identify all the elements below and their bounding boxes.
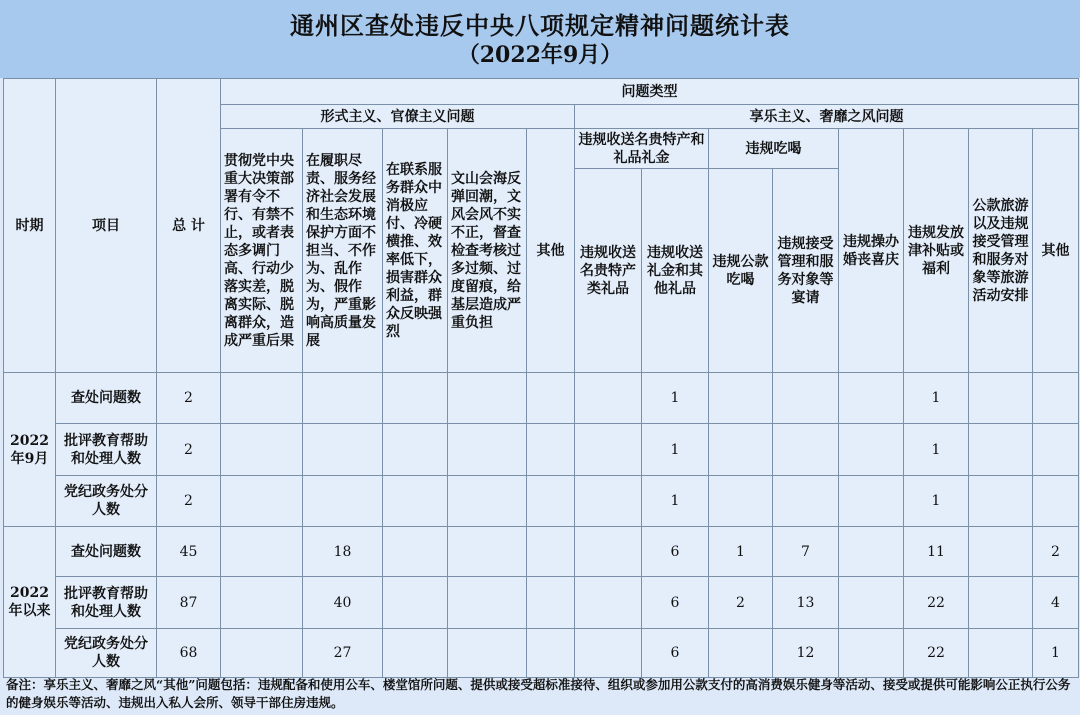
cell	[527, 527, 575, 577]
cell: 6	[642, 629, 709, 678]
row-item: 查处问题数	[56, 373, 157, 424]
cell	[709, 476, 773, 527]
row-total: 2	[157, 373, 221, 424]
period-label: 2022年9月	[4, 373, 56, 527]
cell: 11	[904, 527, 969, 577]
header-g1-col3: 在联系服务群众中消极应付、冷硬横推、效率低下，损害群众利益，群众反映强烈	[383, 129, 448, 373]
header-g1-col4: 文山会海反弹回潮，文风会风不实不正，督查检查考核过多过频、过度留痕，给基层造成严重负担	[448, 129, 527, 373]
cell	[448, 476, 527, 527]
cell	[383, 424, 448, 476]
cell: 18	[303, 527, 383, 577]
row-item: 党纪政务处分人数	[56, 476, 157, 527]
cell	[303, 373, 383, 424]
cell	[839, 373, 904, 424]
row-item: 批评教育帮助和处理人数	[56, 577, 157, 629]
cell	[575, 424, 642, 476]
header-g1-col1: 贯彻党中央重大决策部署有令不行、有禁不止，或者表态多调门高、行动少落实差，脱离实际、脱离群众，造成严重后果	[221, 129, 303, 373]
header-group1: 形式主义、官僚主义问题	[221, 105, 575, 129]
header-g2-col2: 违规收送礼金和其他礼品	[642, 169, 709, 373]
cell: 6	[642, 577, 709, 629]
cell	[969, 577, 1033, 629]
cell	[448, 373, 527, 424]
statistics-table	[3, 78, 1079, 678]
table-row	[4, 424, 1079, 476]
cell	[969, 629, 1033, 678]
cell	[303, 424, 383, 476]
table-row	[4, 476, 1079, 527]
cell	[709, 629, 773, 678]
row-total: 2	[157, 424, 221, 476]
cell: 1	[904, 476, 969, 527]
cell	[221, 424, 303, 476]
cell	[383, 476, 448, 527]
cell	[969, 476, 1033, 527]
cell	[969, 373, 1033, 424]
cell: 6	[642, 527, 709, 577]
header-g2-col7: 公款旅游以及违规接受管理和服务对象等旅游活动安排	[969, 129, 1033, 373]
row-item: 查处问题数	[56, 527, 157, 577]
cell: 12	[773, 629, 839, 678]
cell: 1	[642, 476, 709, 527]
cell	[709, 424, 773, 476]
cell: 40	[303, 577, 383, 629]
header-g2-col3: 违规公款吃喝	[709, 169, 773, 373]
cell	[773, 476, 839, 527]
cell	[1033, 476, 1079, 527]
cell	[448, 577, 527, 629]
header-g2-col4: 违规接受管理和服务对象等宴请	[773, 169, 839, 373]
cell	[448, 629, 527, 678]
row-total: 87	[157, 577, 221, 629]
period-label: 2022年以来	[4, 527, 56, 678]
header-g2-col1: 违规收送名贵特产类礼品	[575, 169, 642, 373]
cell	[448, 424, 527, 476]
cell	[221, 373, 303, 424]
cell: 1	[642, 424, 709, 476]
cell	[383, 373, 448, 424]
header-total: 总 计	[157, 79, 221, 373]
cell	[383, 629, 448, 678]
cell	[448, 527, 527, 577]
cell	[969, 424, 1033, 476]
cell	[575, 629, 642, 678]
cell	[839, 424, 904, 476]
header-g2-sub2: 违规吃喝	[709, 129, 839, 169]
header-problem-type: 问题类型	[221, 79, 1079, 105]
cell	[221, 527, 303, 577]
row-total: 45	[157, 527, 221, 577]
cell	[527, 373, 575, 424]
header-g2-sub1: 违规收送名贵特产和礼品礼金	[575, 129, 709, 169]
cell	[839, 476, 904, 527]
cell	[383, 577, 448, 629]
cell: 1	[709, 527, 773, 577]
cell	[575, 476, 642, 527]
cell: 13	[773, 577, 839, 629]
header-g2-col5: 违规操办婚丧喜庆	[839, 129, 904, 373]
cell	[575, 577, 642, 629]
row-item: 批评教育帮助和处理人数	[56, 424, 157, 476]
table-row	[4, 577, 1079, 629]
header-item: 项目	[56, 79, 157, 373]
cell: 7	[773, 527, 839, 577]
cell	[1033, 424, 1079, 476]
cell: 1	[642, 373, 709, 424]
cell	[709, 373, 773, 424]
cell	[221, 577, 303, 629]
cell	[221, 476, 303, 527]
cell	[969, 527, 1033, 577]
cell	[527, 476, 575, 527]
cell: 2	[1033, 527, 1079, 577]
row-total: 68	[157, 629, 221, 678]
cell	[1033, 373, 1079, 424]
row-total: 2	[157, 476, 221, 527]
header-g1-col5: 其他	[527, 129, 575, 373]
cell	[773, 373, 839, 424]
cell	[383, 527, 448, 577]
header-g2-col6: 违规发放津补贴或福利	[904, 129, 969, 373]
cell	[527, 424, 575, 476]
footnote: 备注：享乐主义、奢靡之风“其他”问题包括：违规配备和使用公车、楼堂馆所问题、提供或接受超标准接待、组织或参加用公款支付的高消费娱乐健身等活动、接受或提供可能影响公正执行公务的健身娱乐等活动、违规出入私人会所、领导干部住房违规。	[6, 677, 1071, 710]
header-g2-col8: 其他	[1033, 129, 1079, 373]
cell	[575, 527, 642, 577]
cell: 1	[904, 373, 969, 424]
cell: 22	[904, 577, 969, 629]
cell: 4	[1033, 577, 1079, 629]
table-row	[4, 373, 1079, 424]
cell: 22	[904, 629, 969, 678]
header-group2: 享乐主义、奢靡之风问题	[575, 105, 1079, 129]
cell	[303, 476, 383, 527]
row-item: 党纪政务处分人数	[56, 629, 157, 678]
cell: 1	[1033, 629, 1079, 678]
table-row	[4, 527, 1079, 577]
header-g1-col2: 在履职尽责、服务经济社会发展和生态环境保护方面不担当、不作为、乱作为、假作为，严重影响高质量发展	[303, 129, 383, 373]
cell	[839, 577, 904, 629]
page-title: 通州区查处违反中央八项规定精神问题统计表	[290, 11, 790, 40]
header-period: 时期	[4, 79, 56, 373]
cell: 1	[904, 424, 969, 476]
cell: 27	[303, 629, 383, 678]
cell: 2	[709, 577, 773, 629]
cell	[575, 373, 642, 424]
cell	[221, 629, 303, 678]
table-row	[4, 629, 1079, 678]
cell	[839, 527, 904, 577]
cell	[773, 424, 839, 476]
cell	[839, 629, 904, 678]
cell	[527, 629, 575, 678]
page-subtitle: （2022年9月）	[457, 42, 623, 68]
cell	[527, 577, 575, 629]
